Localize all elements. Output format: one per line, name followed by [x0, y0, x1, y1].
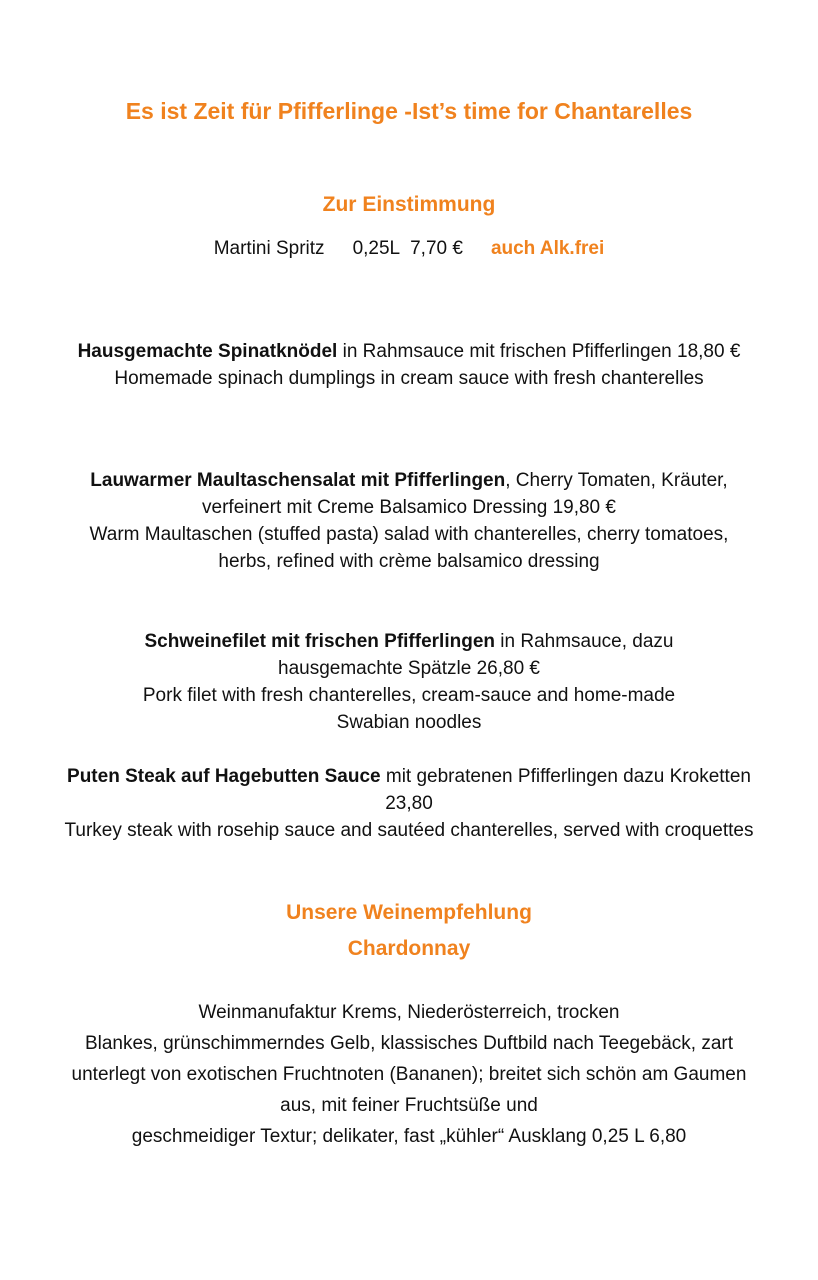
dish-description: mit gebratenen Pfifferlingen dazu Kroketten	[380, 766, 751, 787]
wine-heading: Unsere Weinempfehlung	[286, 901, 532, 924]
dish-line	[0, 495, 818, 521]
dish-description: Warm Maultaschen (stuffed pasta) salad with chanterelles, cherry tomatoes,	[89, 524, 729, 545]
dish-line	[0, 522, 818, 548]
dish-line	[0, 366, 818, 392]
dish-description: Homemade spinach dumplings in cream sauce with fresh chanterelles	[114, 368, 704, 389]
aperitif-size: 0,25L	[352, 238, 401, 259]
aperitif-name: Martini Spritz	[213, 238, 325, 259]
dish-line	[0, 818, 818, 844]
wine-description-line: aus, mit feiner Fruchtsüße und	[280, 1095, 538, 1116]
dish-line	[0, 710, 818, 736]
dish-description: , Cherry Tomaten, Kräuter,	[505, 470, 728, 491]
dish-line	[0, 549, 818, 575]
dish-description: Swabian noodles	[336, 712, 482, 733]
wine-description-line: unterlegt von exotischen Fruchtnoten (Bananen); breitet sich schön am Gaumen	[71, 1064, 747, 1085]
wine-name: Chardonnay	[347, 937, 471, 960]
dish-line	[0, 683, 818, 709]
wine-description-line: Blankes, grünschimmerndes Gelb, klassisches Duftbild nach Teegebäck, zart	[84, 1033, 734, 1054]
dish-name: Lauwarmer Maultaschensalat mit Pfifferlingen	[90, 470, 506, 491]
aperitif-heading: Zur Einstimmung	[322, 193, 496, 216]
wine-description-line: geschmeidiger Textur; delikater, fast „kühler“ Ausklang 0,25 L 6,80	[131, 1126, 687, 1147]
dish-name: Schweinefilet mit frischen Pfifferlingen	[144, 631, 495, 652]
dish-description: herbs, refined with crème balsamico dressing	[218, 551, 600, 572]
dish-name: Hausgemachte Spinatknödel	[77, 341, 338, 362]
menu-title: Es ist Zeit für Pfifferlinge -Ist’s time for Chantarelles	[125, 98, 693, 124]
aperitif-price: 7,70 €	[410, 238, 463, 259]
dish-description: Pork filet with fresh chanterelles, cream-sauce and home-made	[142, 685, 676, 706]
dish-description: in Rahmsauce mit frischen Pfifferlingen 18,80 €	[337, 341, 741, 362]
wine-description-line: Weinmanufaktur Krems, Niederösterreich, trocken	[198, 1002, 620, 1023]
dish-line	[0, 656, 818, 682]
dish-description: 23,80	[385, 793, 433, 814]
dish-description: Turkey steak with rosehip sauce and sautéed chanterelles, served with croquettes	[64, 820, 754, 841]
aperitif-line	[0, 236, 818, 262]
dish-line	[0, 764, 818, 790]
dish-line	[0, 339, 818, 365]
dish-description: in Rahmsauce, dazu	[495, 631, 674, 652]
aperitif-note: auch Alk.frei	[490, 238, 605, 259]
dish-name: Puten Steak auf Hagebutten Sauce	[67, 766, 381, 787]
dish-line	[0, 791, 818, 817]
dish-description: hausgemachte Spätzle 26,80 €	[278, 658, 540, 679]
dish-description: verfeinert mit Creme Balsamico Dressing 19,80 €	[202, 497, 616, 518]
dish-line	[0, 468, 818, 494]
dish-line	[0, 629, 818, 655]
